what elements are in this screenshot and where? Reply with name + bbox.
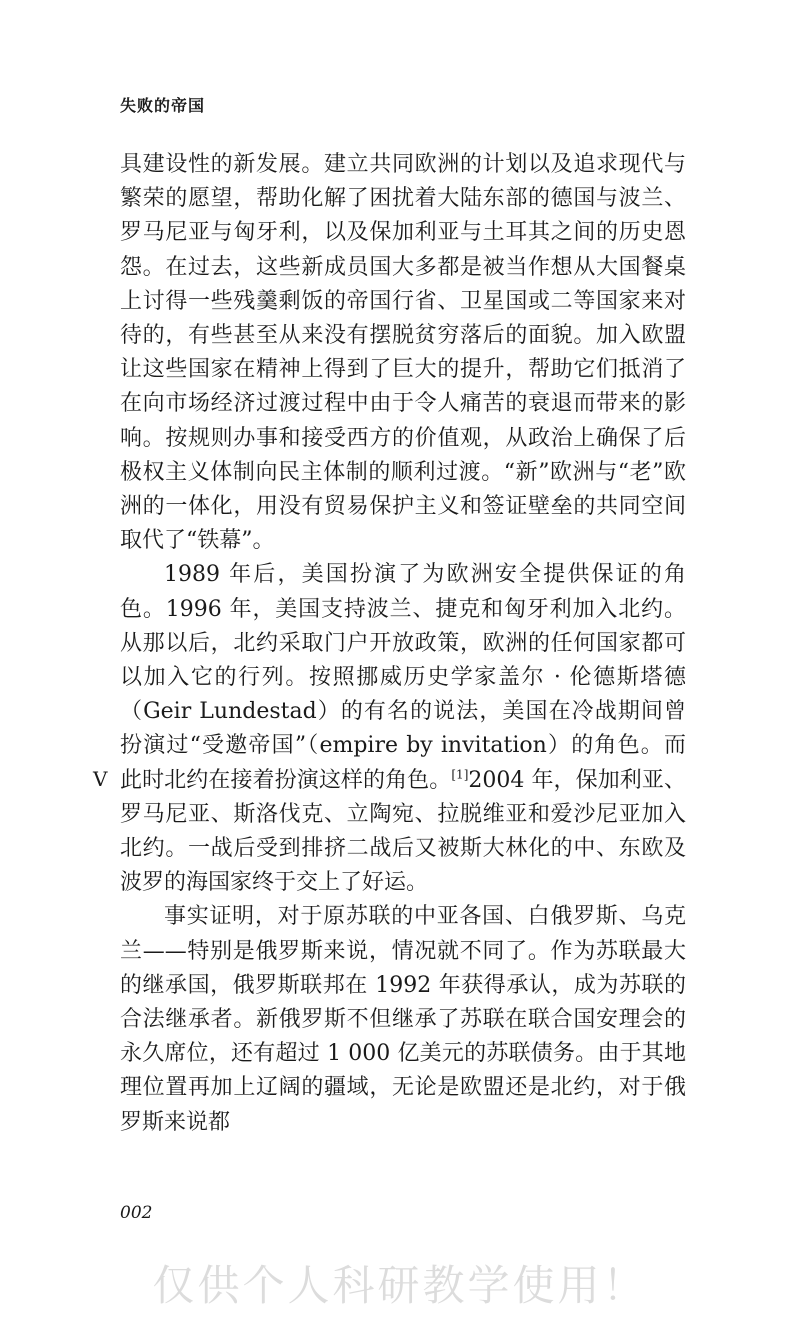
page-number: 002 xyxy=(120,1203,153,1223)
paragraph-2-text-b: 2004 年，保加利亚、罗马尼亚、斯洛伐克、立陶宛、拉脱维亚和爱沙尼亚加入北约。一战后受到排挤二战后又被斯大林化的中、东欧及波罗的海国家终于交上了好运。 xyxy=(120,767,686,896)
paragraph-2-text-a: 1989 年后，美国扮演了为欧洲安全提供保证的角色。1996 年，美国支持波兰、捷克和匈牙利加入北约。从那以后，北约采取门户开放政策，欧洲的任何国家都可以加入它的行列。按照挪威历史学家盖尔 · 伦德斯塔德（Geir Lundestad）的有名的说法，美国在冷战期间曾扮演过“受邀帝国”（empire by invitation）的角色。而此时北约在接着扮演这样的角色。 xyxy=(120,562,686,793)
paragraph-3: 事实证明，对于原苏联的中亚各国、白俄罗斯、乌克兰——特别是俄罗斯来说，情况就不同了。作为苏联最大的继承国，俄罗斯联邦在 1992 年获得承认，成为苏联的合法继承者。新俄罗斯不但继承了苏联在联合国安理会的永久席位，还有超过 1 000 亿美元的苏联债务。由于其地理位置再加上辽阔的疆域，无论是欧盟还是北约，对于俄罗斯来说都 xyxy=(120,904,686,1135)
paragraph-1: 具建设性的新发展。建立共同欧洲的计划以及追求现代与繁荣的愿望，帮助化解了困扰着大陆东部的德国与波兰、罗马尼亚与匈牙利，以及保加利亚与土耳其之间的历史恩怨。在过去，这些新成员国大多都是被当作想从大国餐桌上讨得一些残羹剩饭的帝国行省、卫星国或二等国家来对待的，有些甚至从来没有摆脱贫穷落后的面貌。加入欧盟让这些国家在精神上得到了巨大的提升，帮助它们抵消了在向市场经济过渡过程中由于令人痛苦的衰退而带来的影响。按规则办事和接受西方的价值观，从政治上确保了后极权主义体制向民主体制的顺利过渡。“新”欧洲与“老”欧洲的一体化，用没有贸易保护主义和签证壁垒的共同空间取代了“铁幕”。 xyxy=(120,152,686,554)
margin-mark: V xyxy=(93,767,108,791)
watermark: 仅供个人科研教学使用！ xyxy=(152,1261,648,1310)
paragraph-2 xyxy=(120,558,686,900)
body-text xyxy=(120,148,686,1140)
running-head: 失败的帝国 xyxy=(120,96,206,115)
footnote-ref[interactable]: [1] xyxy=(451,767,469,782)
